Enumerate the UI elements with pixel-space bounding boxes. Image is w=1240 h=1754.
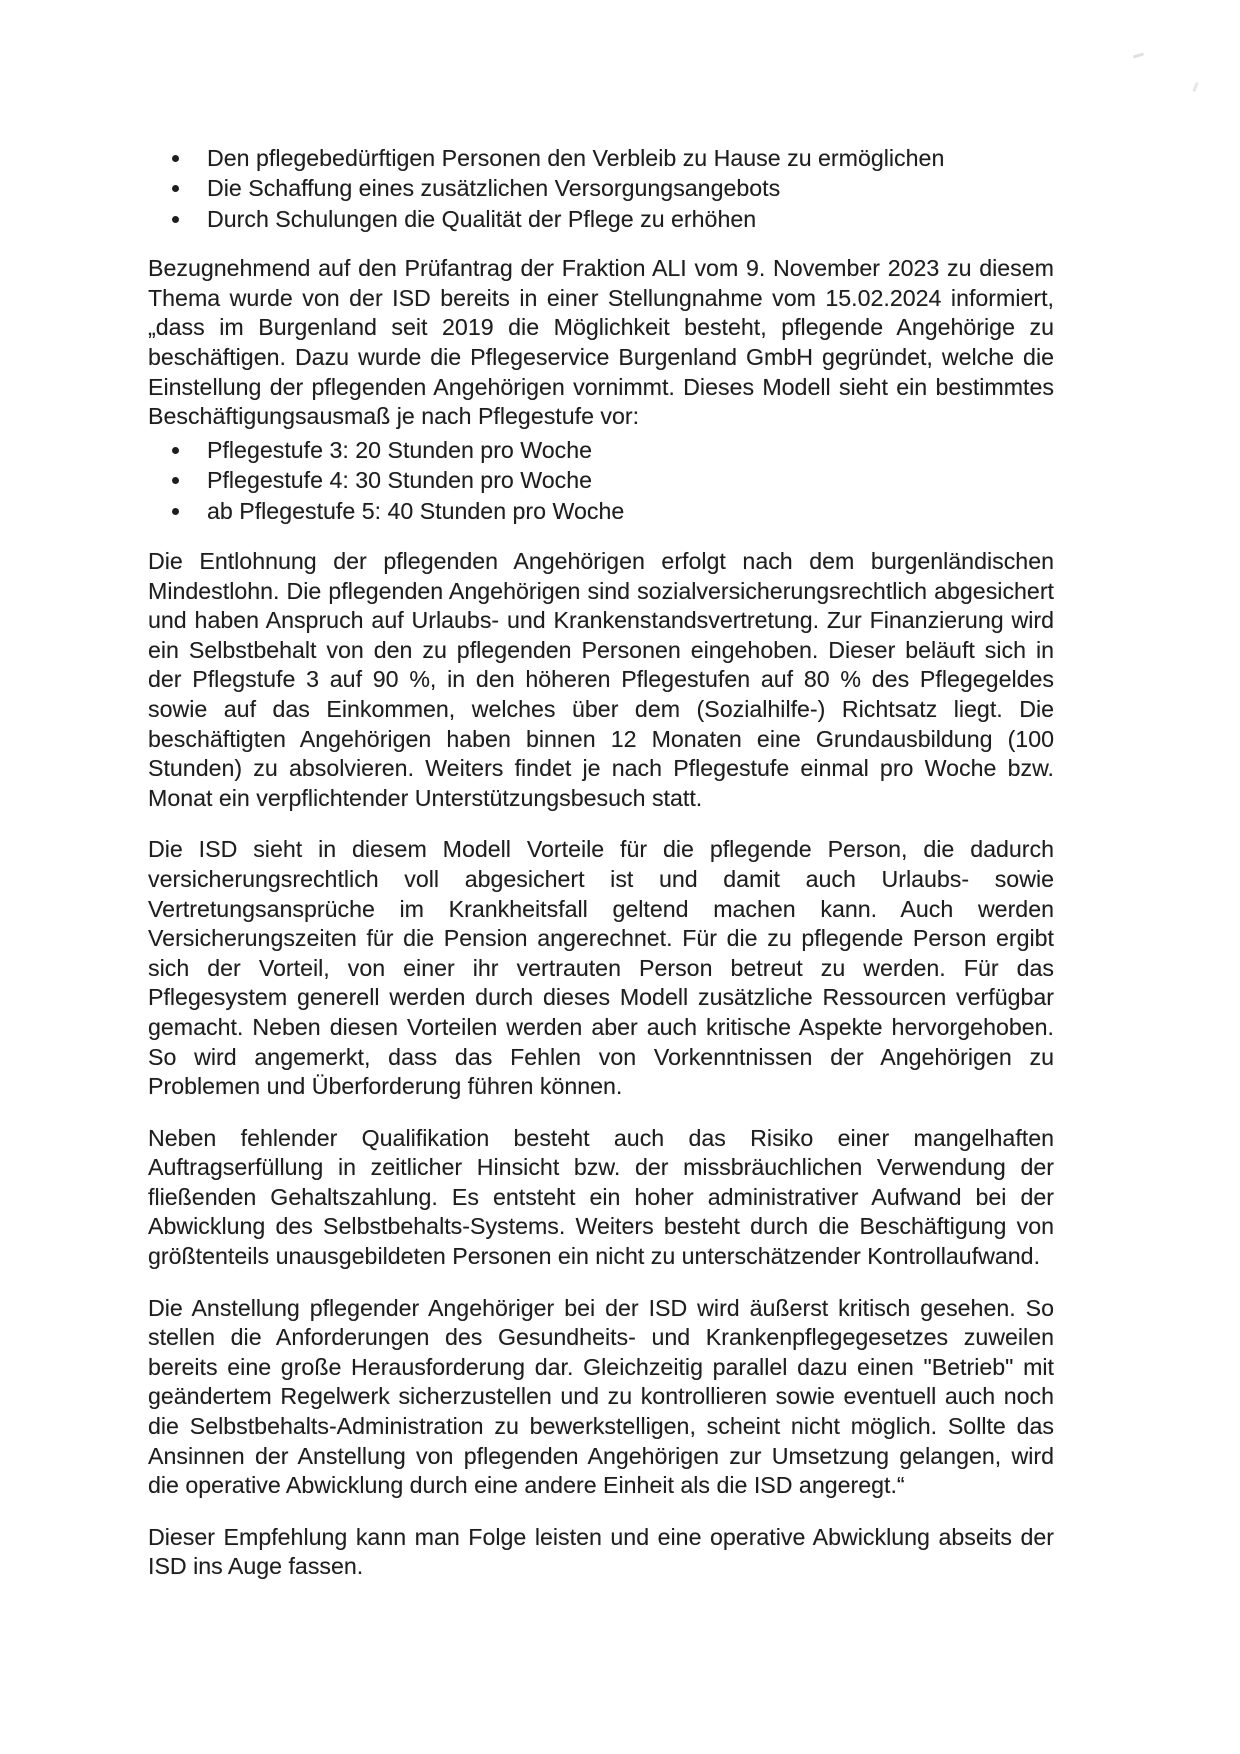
bullet-dot-icon [172, 185, 179, 192]
paragraph-vorteile: Die ISD sieht in diesem Modell Vorteile für die pflegende Person, die dadurch versicherungsrechtlich voll abgesichert ist und damit auch Urlaubs- sowie Vertretungsansprüche im Krankheitsfall geltend machen kann. Auch werden Versicherungszeiten für die Pension angerechnet. Für die zu pflegende Person ergibt sich der Vorteil, von einer ihr vertrauten Person betreut zu werden. Für das Pflegesystem generell werden durch dieses Modell zusätzliche Ressourcen verfügbar gemacht. Neben diesen Vorteilen werden aber auch kritische Aspekte hervorgehoben. So wird angemerkt, dass das Fehlen von Vorkenntnissen der Angehörigen zu Problemen und Überforderung führen können. [148, 836, 1054, 1100]
bullet-text: Die Schaffung eines zusätzlichen Versorgungsangebots [207, 175, 781, 202]
bullet-dot-icon [172, 216, 179, 223]
bullet-dot-icon [172, 508, 179, 515]
bullet-text: Durch Schulungen die Qualität der Pflege zu erhöhen [207, 205, 757, 232]
bullet-list-pflegestufe [148, 435, 1054, 526]
list-item [148, 173, 1054, 203]
bullet-text: Pflegestufe 3: 20 Stunden pro Woche [207, 436, 593, 463]
bullet-dot-icon [172, 447, 179, 454]
list-item [148, 204, 1054, 234]
paragraph-entlohnung: Die Entlohnung der pflegenden Angehörigen erfolgt nach dem burgenländischen Mindestlohn. Die pflegenden Angehörigen sind sozialversicherungsrechtlich abgesichert und haben Anspruch auf Urlaubs- und Krankenstandsvertretung. Zur Finanzierung wird ein Selbstbehalt von den zu pflegenden Personen eingehoben. Dieser beläuft sich in der Pflegstufe 3 auf 90 %, in den höheren Pflegestufen auf 80 % des Pflegegeldes sowie auf das Einkommen, welches über dem (Sozialhilfe-) Richtsatz liegt. Die beschäftigten Angehörigen haben binnen 12 Monaten eine Grundausbildung (100 Stunden) zu absolvieren. Weiters findet je nach Pflegestufe einmal pro Woche bzw. Monat ein verpflichtender Unterstützungsbesuch statt. [148, 548, 1054, 811]
scan-artifact [1133, 52, 1144, 58]
bullet-text: ab Pflegestufe 5: 40 Stunden pro Woche [207, 497, 625, 524]
list-item [148, 496, 1054, 526]
bullet-text: Pflegestufe 4: 30 Stunden pro Woche [207, 467, 593, 494]
bullet-text: Den pflegebedürftigen Personen den Verbleib zu Hause zu ermöglichen [207, 145, 945, 171]
list-item [148, 465, 1054, 495]
bullet-list-goals [148, 143, 1054, 234]
list-item [148, 143, 1054, 173]
paragraph-empfehlung: Dieser Empfehlung kann man Folge leisten und eine operative Abwicklung abseits der ISD ins Auge fassen. [148, 1523, 1054, 1580]
bullet-dot-icon [172, 477, 179, 484]
paragraph-intro: Bezugnehmend auf den Prüfantrag der Fraktion ALI vom 9. November 2023 zu diesem Thema wurde von der ISD bereits in einer Stellungnahme vom 15.02.2024 informiert, „dass im Burgenland seit 2019 die Möglichkeit besteht, pflegende Angehörige zu beschäftigen. Dazu wurde die Pflegeservice Burgenland GmbH gegründet, welche die Einstellung der pflegenden Angehörigen vornimmt. Dieses Modell sieht ein bestimmtes Beschäftigungsausmaß je nach Pflegestufe vor: [148, 255, 1054, 430]
paragraph-risiken: Neben fehlender Qualifikation besteht auch das Risiko einer mangelhaften Auftragserfüllung in zeitlicher Hinsicht bzw. der missbräuchlichen Verwendung der fließenden Gehaltszahlung. Es entsteht ein hoher administrativer Aufwand bei der Abwicklung des Selbstbehalts-Systems. Weiters besteht durch die Beschäftigung von größtenteils unausgebildeten Personen ein nicht zu unterschätzender Kontrollaufwand. [148, 1124, 1054, 1270]
document-content [148, 143, 1054, 1582]
scan-artifact [1192, 82, 1199, 92]
bullet-dot-icon [172, 155, 179, 162]
list-item [148, 435, 1054, 465]
paragraph-anstellung-kritisch: Die Anstellung pflegender Angehöriger bei der ISD wird äußerst kritisch gesehen. So stellen die Anforderungen des Gesundheits- und Krankenpflegegesetzes zuweilen bereits eine große Herausforderung dar. Gleichzeitig parallel dazu einen "Betrieb" mit geändertem Regelwerk sicherzustellen und zu kontrollieren sowie eventuell auch noch die Selbstbehalts-Administration zu bewerkstelligen, scheint nicht möglich. Sollte das Ansinnen der Anstellung von pflegenden Angehörigen zur Umsetzung gelangen, wird die operative Abwicklung durch eine andere Einheit als die ISD angeregt.“ [148, 1294, 1054, 1499]
